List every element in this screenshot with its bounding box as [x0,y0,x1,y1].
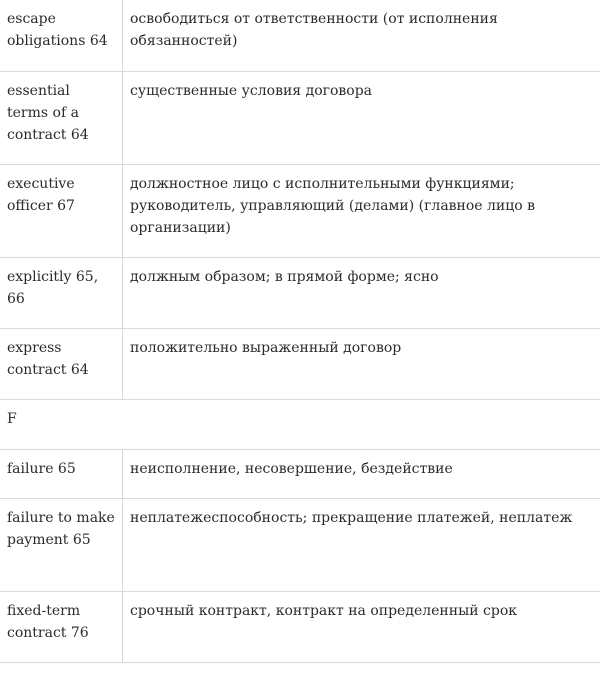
table-row [0,328,600,399]
definition-cell: неисполнение, несовершение, бездействие [123,449,600,498]
definition-cell: освободиться от ответственности (от исполнения обязанностей) [123,0,600,71]
term-cell: failure 65 [0,449,123,498]
definition-cell: срочный контракт, контракт на определенный срок [123,591,600,662]
term-cell: express contract 64 [0,328,123,399]
table-row [0,449,600,498]
term-cell: escape obligations 64 [0,0,123,71]
definition-cell: должностное лицо с исполнительными функциями; руководитель, управляющий (делами) (главное лицо в организации) [123,164,600,257]
term-cell: essential terms of a contract 64 [0,71,123,164]
table-row [0,257,600,328]
definition-cell: положительно выраженный договор [123,328,600,399]
definition-cell: существенные условия договора [123,71,600,164]
term-cell: executive officer 67 [0,164,123,257]
definition-cell: должным образом; в прямой форме; ясно [123,257,600,328]
section-row [0,399,600,449]
term-cell: explicitly 65, 66 [0,257,123,328]
table-row [0,71,600,164]
term-cell: fixed-term contract 76 [0,591,123,662]
term-cell: failure to make payment 65 [0,498,123,591]
definition-cell: неплатежеспособность; прекращение платежей, неплатеж [123,498,600,591]
table-row [0,591,600,662]
section-letter: F [0,399,600,449]
table-row [0,0,600,71]
table-row [0,498,600,591]
table-row [0,164,600,257]
